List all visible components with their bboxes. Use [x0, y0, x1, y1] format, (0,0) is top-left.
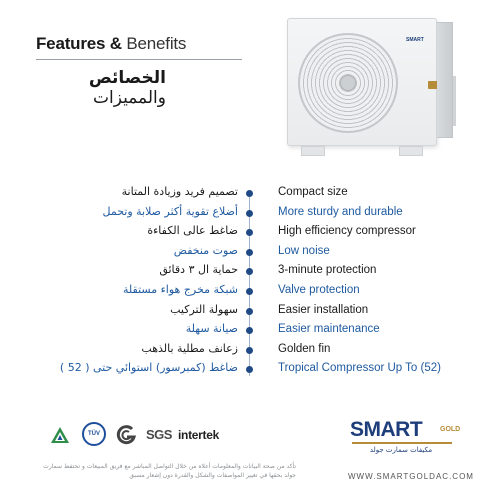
- intertek-logo: intertek: [178, 428, 219, 442]
- certification-logos: [50, 420, 250, 450]
- feature-row: [0, 281, 500, 301]
- disclaimer-text: تأكد من صحة البيانات والمعلومات أعلاه من خلال التواصل المباشر مع فريق المبيعات و تحتفظ سمارت جولد بحقها في تغيير المواصفات والشكل والقدرة دون إشعار مسبق: [43, 463, 296, 479]
- feature-bullet-icon: [246, 249, 253, 256]
- feature-row: [0, 301, 500, 321]
- feature-arabic: حماية ال ٣ دقائق: [159, 263, 238, 277]
- feature-english: Valve protection: [278, 284, 360, 296]
- brand-tagline-arabic: مكيفات سمارت جولد: [369, 446, 433, 454]
- page-title-arabic: [36, 68, 166, 108]
- brand-underline: [352, 442, 452, 444]
- feature-english: High efficiency compressor: [278, 225, 416, 238]
- feature-english: More sturdy and durable: [278, 205, 403, 218]
- feature-bullet-icon: [246, 190, 253, 197]
- feature-arabic: شبكة مخرج هواء مستقلة: [122, 283, 238, 296]
- feature-english: Easier maintenance: [278, 323, 380, 336]
- ac-unit-bracket: [453, 76, 456, 126]
- feature-english: Compact size: [278, 186, 348, 198]
- feature-english: Easier installation: [278, 303, 369, 316]
- feature-english: Low noise: [278, 244, 330, 257]
- ac-unit-side-panel: [437, 22, 453, 138]
- smart-gold-logo: [350, 418, 460, 458]
- feature-bullet-icon: [246, 308, 253, 315]
- feature-row: [0, 261, 500, 281]
- title-divider: [36, 59, 242, 60]
- feature-row: [0, 203, 500, 223]
- feature-arabic: أضلاع تقوية أكثر صلابة وتحمل: [102, 204, 238, 218]
- feature-arabic: صوت منخفض: [173, 243, 238, 257]
- title-ar-benefits: والمميزات: [92, 88, 166, 108]
- feature-row: [0, 340, 500, 360]
- feature-row: [0, 183, 500, 203]
- title-benefits: Benefits: [126, 34, 187, 53]
- ac-unit-foot-right: [399, 146, 423, 156]
- title-ar-features: الخصائص: [88, 68, 166, 88]
- feature-arabic: صيانة سهلة: [185, 322, 238, 336]
- ac-unit-logo: SMART: [406, 37, 424, 43]
- ac-fan-hub: [340, 75, 356, 91]
- tuv-logo-icon: TÜV: [82, 422, 106, 446]
- ac-unit-foot-left: [301, 146, 325, 156]
- feature-english: 3-minute protection: [278, 264, 377, 277]
- title-features: Features: [36, 34, 106, 53]
- feature-bullet-icon: [246, 366, 253, 373]
- feature-bullet-icon: [246, 347, 253, 354]
- feature-arabic: ضاغط (كمبرسور) استوائي حتى ( 52 ): [59, 361, 238, 375]
- feature-bullet-icon: [246, 229, 253, 236]
- feature-bullet-icon: [246, 268, 253, 275]
- feature-bullet-icon: [246, 288, 253, 295]
- feature-arabic: سهولة التركيب: [170, 302, 238, 316]
- feature-bullet-icon: [246, 327, 253, 334]
- feature-arabic: ضاغط عالى الكفاءة: [147, 224, 238, 238]
- saso-logo-icon: [50, 426, 70, 444]
- feature-bullet-icon: [246, 210, 253, 217]
- feature-english: Golden fin: [278, 342, 331, 355]
- g-mark-logo-icon: [114, 423, 138, 447]
- feature-english: Tropical Compressor Up To (52): [278, 362, 441, 375]
- brand-sub: GOLD: [440, 426, 461, 433]
- feature-row: [0, 242, 500, 262]
- website-url: WWW.SMARTGOLDAC.COM: [348, 472, 474, 481]
- feature-arabic: زعانف مطلية بالذهب: [141, 341, 238, 355]
- feature-row: [0, 359, 500, 379]
- sgs-logo: SGS: [146, 427, 172, 442]
- page-title: [36, 34, 186, 54]
- feature-arabic: تصميم فريد وزيادة المتانة: [121, 185, 238, 198]
- feature-row: [0, 222, 500, 242]
- feature-row: [0, 320, 500, 340]
- title-ampersand: &: [105, 34, 127, 53]
- ac-outdoor-unit-image: [287, 18, 455, 164]
- ac-unit-body: [287, 18, 437, 146]
- brand-name: SMART: [350, 418, 423, 441]
